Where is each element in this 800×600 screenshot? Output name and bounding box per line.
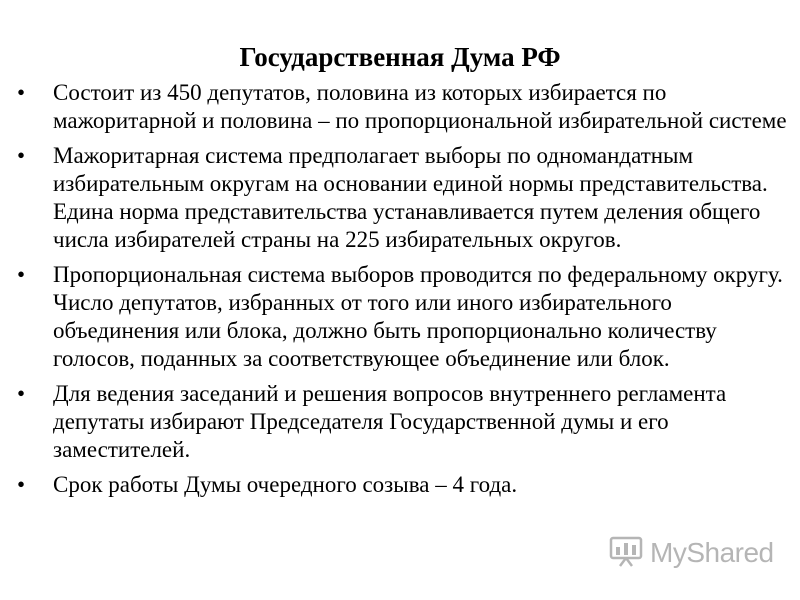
bullet-marker: • — [17, 472, 26, 497]
bullet-list — [0, 79, 800, 506]
bullet-marker: • — [17, 262, 26, 287]
watermark — [608, 533, 774, 573]
bullet-text: Пропорциональная система выборов проводится по федеральному округу. Число депутатов, избранных от того или иного избирательного объединения или блока, должно быть пропорционально количеству голосов, поданных за соответствующее объединение или блок. — [53, 262, 783, 371]
bullet-text: Состоит из 450 депутатов, половина из которых избирается по мажоритарной и половина – по пропорциональной избирательной системе — [53, 80, 787, 133]
bullet-marker: • — [17, 143, 26, 168]
bullet-marker: • — [17, 381, 26, 406]
list-item — [0, 142, 793, 254]
bullet-text: Мажоритарная система предполагает выборы по одномандатным избирательным округам на основании единой нормы представительства. Едина норма представительства устанавливается путем деления общего числа избирателей страны на 225 избирательных округов. — [53, 143, 768, 252]
bullet-text: Срок работы Думы очередного созыва – 4 года. — [53, 472, 518, 497]
list-item — [0, 471, 793, 499]
list-item — [0, 261, 793, 373]
myshared-logo-icon — [608, 534, 644, 573]
slide-title: Государственная Дума РФ — [239, 42, 561, 72]
list-item — [0, 380, 793, 464]
bullet-marker: • — [17, 80, 26, 105]
bullet-text: Для ведения заседаний и решения вопросов внутреннего регламента депутаты избирают Председателя Государственной думы и его заместителей. — [53, 381, 727, 462]
list-item — [0, 79, 793, 135]
watermark-text: MyShared — [650, 537, 774, 568]
